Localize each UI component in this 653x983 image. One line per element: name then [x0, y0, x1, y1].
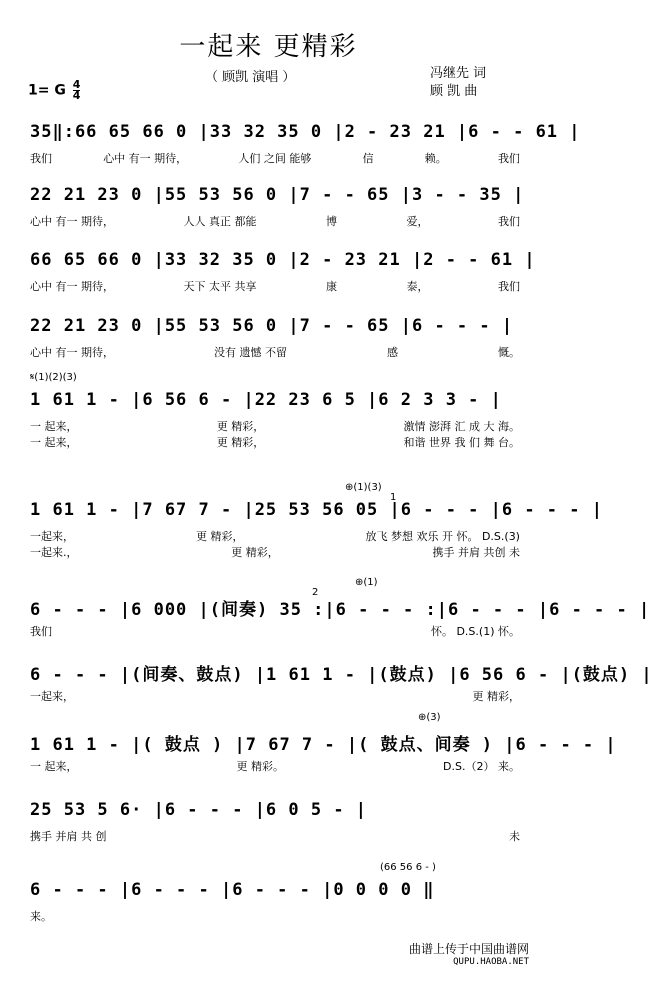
- lyric-segment: 康: [326, 280, 337, 293]
- lyric-segment: 心中 有一 期待，: [103, 152, 188, 165]
- lyric-segment: 信: [362, 152, 374, 165]
- time-signature: [73, 80, 81, 101]
- time-bottom: 4: [72, 89, 81, 102]
- lyric-segment: 未: [509, 830, 520, 843]
- lyric-segment: 我们: [30, 625, 52, 638]
- notation-row: 25 53 5 6· |6 - - - |6 0 5 - |: [30, 800, 368, 820]
- lyric-segment: 泰，: [406, 280, 429, 293]
- lyric-segment: 博: [326, 215, 337, 228]
- lyric-segment: 一起来，: [30, 530, 74, 543]
- footer-url: QUPU.HAOBA.NET: [453, 957, 529, 967]
- notation-row: 1 61 1 - |6 56 6 - |22 23 6 5 |6 2 3 3 - |: [30, 390, 502, 410]
- row-marks: ⊕(1)(3): [345, 482, 382, 493]
- lyric-segment: 心中 有一 期待，: [30, 280, 114, 293]
- page-title: 一起来 更精彩: [179, 32, 358, 62]
- lyric-segment: 和谐 世界 我 们 舞 台。: [403, 436, 520, 449]
- lyric-row: [30, 758, 520, 774]
- lyric-row: [30, 623, 520, 639]
- notation-row: 35‖:66 65 66 0 |33 32 35 0 |2 - 23 21 |6 - - 61 |: [30, 122, 581, 142]
- notation-row: 6 - - - |(间奏、鼓点) |1 61 1 - |(鼓点) |6 56 6 - |(鼓点) |: [30, 665, 653, 685]
- lyric-segment: 携手 并肩 共创 未: [432, 546, 520, 559]
- footer-site-name: 曲谱上传于中国曲谱网: [408, 942, 529, 956]
- row-marks: (66 56 6 - ): [380, 862, 436, 873]
- row-marks: ⊕(3): [418, 712, 441, 723]
- lyric-segment: 来。: [30, 910, 52, 923]
- lyric-segment: 放飞 梦想 欢乐 开 怀。 D.S.(3): [365, 530, 520, 543]
- notation-row: 6 - - - |6 000 |(间奏) 35 :|6 - - - :|6 - - - |6 - - - |: [30, 600, 651, 620]
- singer-credit: （ 顾凯 演唱 ）: [205, 70, 296, 85]
- lyric-segment: 激情 澎湃 汇 成 大 海。: [403, 420, 520, 433]
- lyric-segment: 一 起来，: [30, 420, 78, 433]
- lyric-segment: 没有 遗憾 不留: [214, 346, 287, 359]
- lyric-segment: 更 精彩，: [195, 530, 244, 543]
- lyric-segment: 携手 并肩 共 创: [30, 830, 107, 843]
- lyric-row: [30, 344, 520, 360]
- key-label: 1= G: [28, 82, 66, 99]
- lyric-row: [30, 278, 520, 294]
- composer-credit: 顾 凯 曲: [430, 84, 478, 99]
- lyric-row-verse2: [30, 434, 520, 450]
- notation-row: 66 65 66 0 |33 32 35 0 |2 - 23 21 |2 - - 61 |: [30, 250, 536, 270]
- volta-number: 2: [312, 587, 319, 598]
- lyric-segment: 我们: [30, 152, 52, 165]
- lyric-segment: 怀。 D.S.(1) 怀。: [430, 625, 520, 638]
- lyric-segment: 一 起来，: [30, 436, 78, 449]
- lyric-segment: 更 精彩，: [472, 690, 520, 703]
- lyric-segment: 更 精彩，: [231, 546, 279, 559]
- lyric-segment: 一起来.，: [30, 546, 78, 559]
- volta-number: 1: [390, 492, 397, 503]
- lyricist-credit: 冯继先 词: [430, 66, 487, 81]
- notation-row: 1 61 1 - |7 67 7 - |25 53 56 05 |6 - - - |6 - - - |: [30, 500, 603, 520]
- lyric-row: [30, 528, 520, 544]
- lyric-row: [30, 828, 520, 844]
- lyric-row: [30, 213, 520, 229]
- lyric-segment: 心中 有一 期待，: [30, 346, 114, 359]
- lyric-row: [30, 418, 520, 434]
- notation-row: 1 61 1 - |( 鼓点 ) |7 67 7 - |( 鼓点、间奏 ) |6 - - - |: [30, 735, 617, 755]
- lyric-segment: D.S.（2） 来。: [443, 760, 520, 773]
- lyric-segment: 更 精彩。: [236, 760, 285, 773]
- lyric-segment: 感: [387, 346, 398, 359]
- row-marks: ⊕(1): [355, 577, 378, 588]
- lyric-segment: 我们: [498, 280, 520, 293]
- lyric-segment: 天下 太平 共享: [183, 280, 257, 293]
- notation-row: 22 21 23 0 |55 53 56 0 |7 - - 65 |6 - - - |: [30, 316, 514, 336]
- notation-row: 6 - - - |6 - - - |6 - - - |0 0 0 0 ‖: [30, 880, 435, 900]
- lyric-row: [30, 688, 520, 704]
- lyric-segment: 赖。: [424, 152, 447, 165]
- lyric-segment: 心中 有一 期待，: [30, 215, 114, 228]
- lyric-row: [30, 150, 520, 166]
- notation-row: 22 21 23 0 |55 53 56 0 |7 - - 65 |3 - - 35 |: [30, 185, 525, 205]
- lyric-segment: 人们 之间 能够: [238, 152, 312, 165]
- lyric-row-verse2: [30, 544, 520, 560]
- footer-text: [409, 940, 529, 967]
- row-marks: 𝄋(1)(2)(3): [30, 372, 77, 383]
- lyric-segment: 人人 真正 都能: [183, 215, 257, 228]
- lyric-segment: 我们: [497, 152, 520, 165]
- lyric-segment: 一起来，: [30, 690, 74, 703]
- lyric-segment: 慨。: [498, 346, 520, 359]
- lyric-segment: 更 精彩，: [216, 420, 265, 433]
- time-top: 4: [72, 78, 81, 91]
- key-signature: [28, 80, 80, 101]
- lyric-row: [30, 908, 520, 924]
- lyric-segment: 一 起来，: [30, 760, 78, 773]
- lyric-segment: 更 精彩，: [216, 436, 265, 449]
- lyric-segment: 爱，: [406, 215, 429, 228]
- lyric-segment: 我们: [498, 215, 520, 228]
